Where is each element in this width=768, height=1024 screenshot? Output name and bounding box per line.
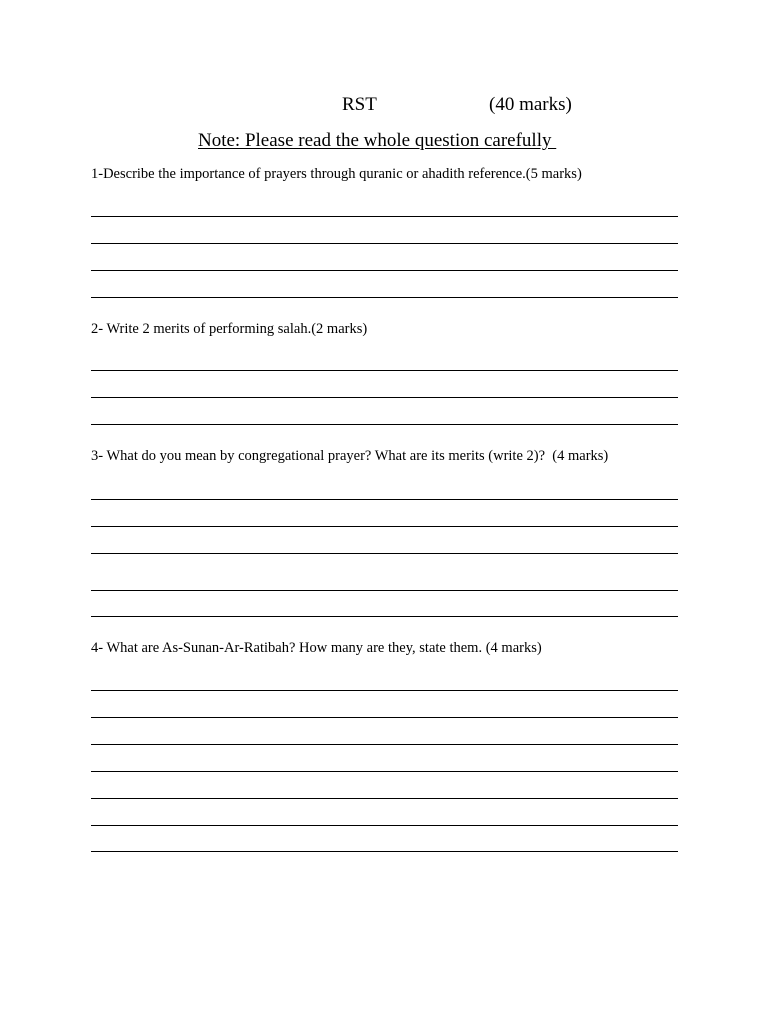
answer-line xyxy=(91,851,678,852)
answer-line xyxy=(91,690,678,691)
answer-line xyxy=(91,526,678,527)
answer-line xyxy=(91,590,678,591)
total-marks: (40 marks) xyxy=(489,94,572,115)
answer-line xyxy=(91,243,678,244)
answer-line xyxy=(91,717,678,718)
question-1-text: 1-Describe the importance of prayers through quranic or ahadith reference.(5 marks) xyxy=(91,166,582,182)
answer-line xyxy=(91,771,678,772)
answer-line xyxy=(91,499,678,500)
question-3-text: 3- What do you mean by congregational prayer? What are its merits (write 2)? (4 marks) xyxy=(91,448,609,464)
answer-line xyxy=(91,798,678,799)
answer-line xyxy=(91,370,678,371)
answer-line xyxy=(91,424,678,425)
exam-title: RST xyxy=(342,94,377,115)
answer-line xyxy=(91,553,678,554)
answer-line xyxy=(91,270,678,271)
question-2-text: 2- Write 2 merits of performing salah.(2 marks) xyxy=(91,321,368,337)
instruction-note: Note: Please read the whole question carefully xyxy=(198,130,557,151)
question-4-text: 4- What are As-Sunan-Ar-Ratibah? How many are they, state them. (4 marks) xyxy=(91,640,542,656)
answer-line xyxy=(91,825,678,826)
answer-line xyxy=(91,397,678,398)
answer-line xyxy=(91,216,678,217)
answer-line xyxy=(91,744,678,745)
answer-line xyxy=(91,616,678,617)
answer-line xyxy=(91,297,678,298)
